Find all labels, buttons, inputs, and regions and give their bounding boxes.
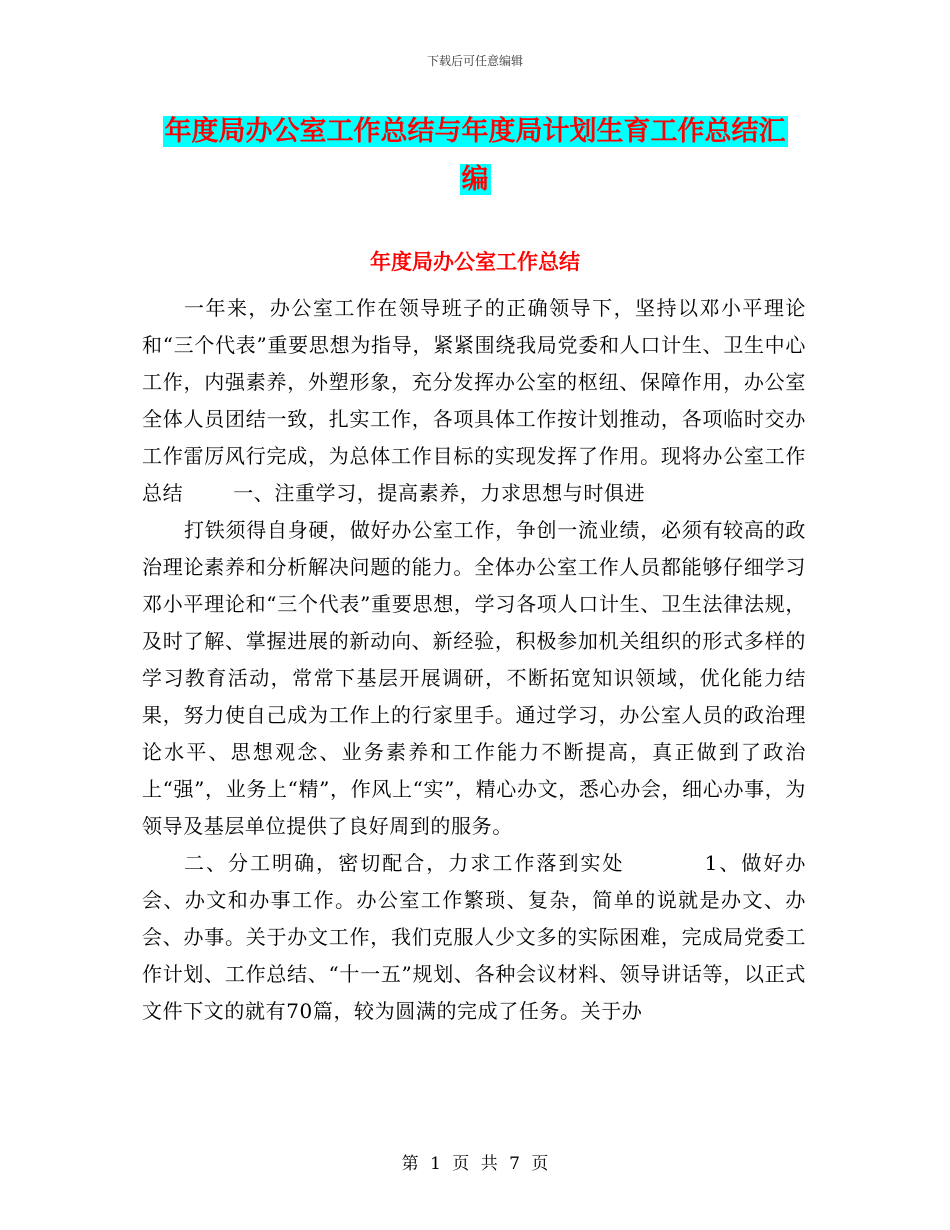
document-title-line1: 年度局办公室工作总结与年度局计划生育工作总结汇	[164, 116, 786, 147]
paragraph-3	[142, 845, 806, 1030]
paragraph-3-text: 1、做好办会、办文和办事工作。办公室工作繁琐、复杂，简单的说就是办文、办会、办事。关于办文工作，我们克服人少文多的实际困难，完成局党委工作计划、工作总结、“十一五”规划、各种会议材料、领导讲话等，以正式文件下文的就有70篇，较为圆满的完成了任务。关于办	[142, 851, 806, 1023]
document-title	[0, 108, 950, 204]
heading-2-inline: 二、分工明确，密切配合，力求工作落到实处	[184, 851, 625, 875]
paragraph-1-text: 一年来，办公室工作在领导班子的正确领导下，坚持以邓小平理论和“三个代表”重要思想为指导，紧紧围绕我局党委和人口计生、卫生中心工作，内强素养，外塑形象，充分发挥办公室的枢纽、保障作用，办公室全体人员团结一致，扎实工作，各项具体工作按计划推动，各项临时交办工作雷厉风行完成，为总体工作目标的实现发挥了作用。现将办公室工作总结	[142, 296, 806, 505]
page-number-footer: 第 1 页 共 7 页	[401, 1154, 549, 1174]
document-title-line2: 编	[461, 164, 489, 195]
document-body	[142, 290, 806, 1030]
heading-1-inline: 一、注重学习，提高素养，力求思想与时俱进	[233, 481, 646, 505]
page-header-note: 下载后可任意编辑	[426, 54, 523, 68]
paragraph-1	[142, 290, 806, 512]
section-title: 年度局办公室工作总结	[370, 250, 580, 274]
paragraph-2: 打铁须得自身硬，做好办公室工作，争创一流业绩，必须有较高的政治理论素养和分析解决问题的能力。全体办公室工作人员都能够仔细学习邓小平理论和“三个代表”重要思想，学习各项人口计生、卫生法律法规，及时了解、掌握进展的新动向、新经验，积极参加机关组织的形式多样的学习教育活动，常常下基层开展调研，不断拓宽知识领域，优化能力结果，努力使自己成为工作上的行家里手。通过学习，办公室人员的政治理论水平、思想观念、业务素养和工作能力不断提高，真正做到了政治上“强”，业务上“精”，作风上“实”，精心办文，悉心办会，细心办事，为领导及基层单位提供了良好周到的服务。	[142, 518, 806, 838]
